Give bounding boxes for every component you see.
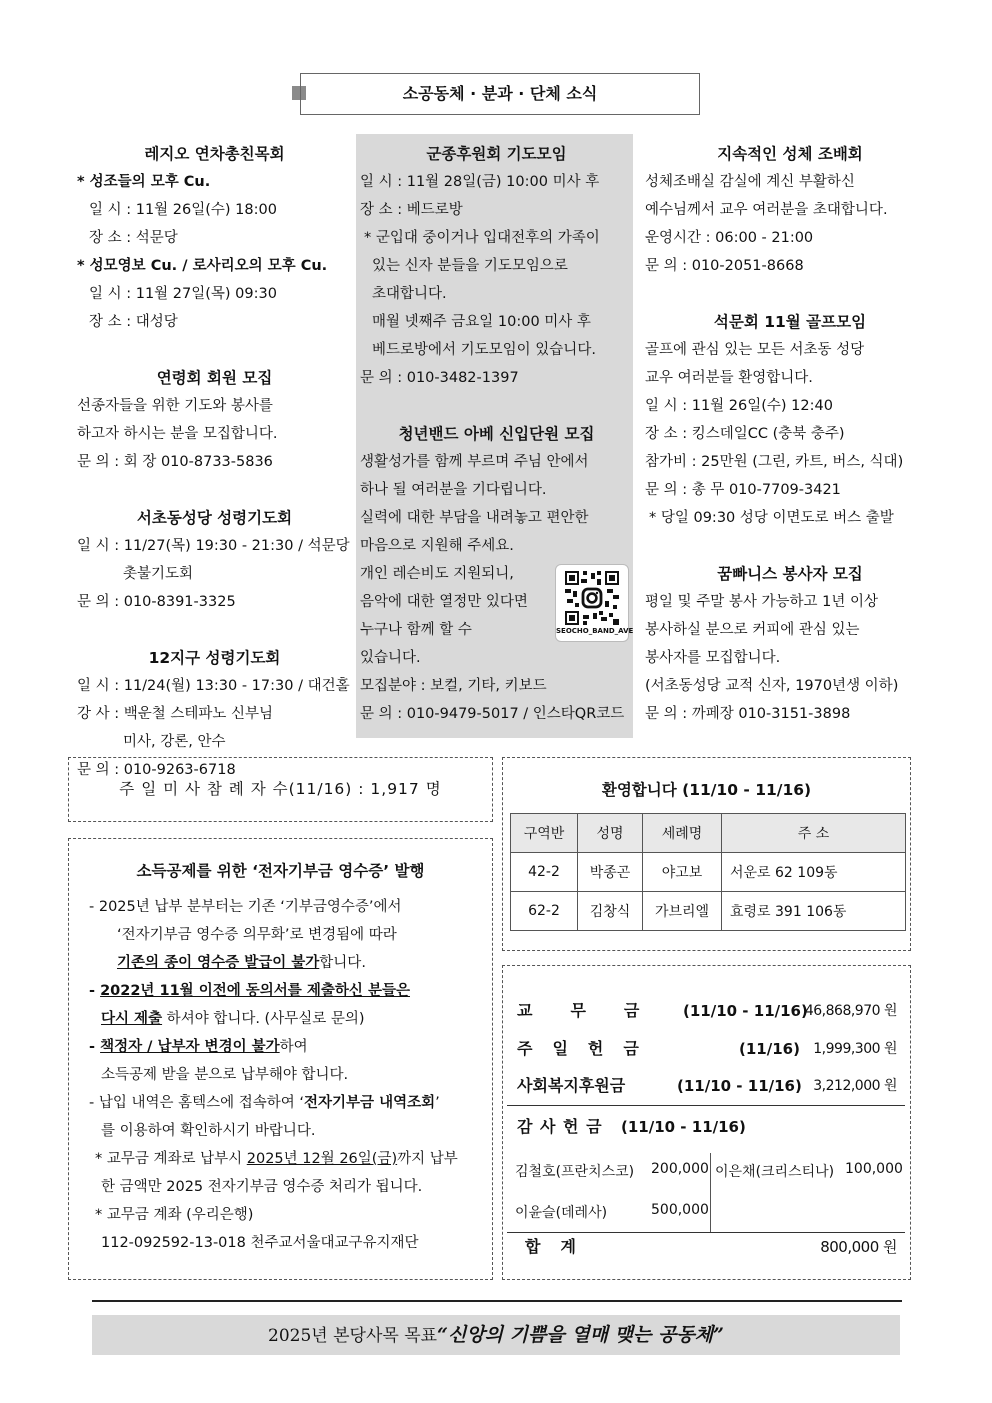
tax-f1: * 교무금 계좌 (우리은행) [95,1207,254,1223]
tax-receipt-notice [68,838,493,1280]
offering-row-sunday [517,1035,897,1063]
column-middle [356,134,633,738]
yeonryeong-l1: 선종자들을 위한 기도와 봉사를 [77,398,273,414]
table-cell: 효령로 391 106동 [722,892,906,931]
district12-title: 12지구 성령기도회 [148,649,281,667]
qr-code-icon [565,571,619,625]
table-cell: 야고보 [643,853,722,892]
offering-amount: 3,212,000 원 [813,1078,897,1094]
donor-name: 이은채(크리스티나) [715,1164,835,1180]
golf-contact: 문 의 : 총 무 010-7709-3421 [645,482,841,498]
table-cell: 42-2 [511,853,578,892]
donor-name: 김철호(프란치스코) [515,1164,635,1180]
footer-prefix: 2025년 본당사목 목표 [268,1326,438,1346]
band-l1: 생활성가를 함께 부르며 주님 안에서 [360,454,589,470]
band-l5: 개인 레슨비도 지원되니, [360,566,514,582]
military-title: 군종후원회 기도모임 [426,145,567,163]
table-row [511,853,906,892]
thanks-period: (11/10 - 11/16) [621,1118,746,1136]
military-n5: 베드로방에서 기도모임이 있습니다. [372,342,596,358]
header-cell: 구역반 [511,814,578,853]
total-amount: 800,000 원 [820,1238,897,1256]
cafe-title: 꿈빠니스 봉사자 모집 [717,565,863,583]
tax-c1-underlined: 책정자 / 납부자 변경이 불가 [100,1039,280,1055]
tax-e2: 한 금액만 2025 전자기부금 영수증 처리가 됩니다. [101,1179,423,1195]
tax-title: 소득공제를 위한 ‘전자기부금 영수증’ 발행 [136,862,425,880]
column-left [77,140,352,784]
cafe-l3: 봉사자를 모집합니다. [645,650,781,666]
divider [507,1105,905,1106]
cafe-l4: (서초동성당 교적 신자, 1970년생 이하) [645,678,899,694]
seoryeong-title: 서초동성당 성령기도회 [136,509,293,527]
legio-s1: * 성조들의 모후 Cu. [77,174,211,190]
offering-amount: 46,868,970 원 [804,1003,897,1019]
band-title: 청년밴드 아베 신입단원 모집 [398,425,595,443]
golf-title: 석문회 11월 골프모임 [713,313,867,331]
band-l8: 있습니다. [360,650,421,666]
adoration-hours: 운영시간 : 06:00 - 21:00 [645,230,814,246]
offering-box [502,965,911,1280]
band-l3: 실력에 대한 부담을 내려놓고 편안한 [360,510,589,526]
total-label: 합 계 [525,1237,578,1256]
tax-c1-rest: 하여 [279,1039,308,1055]
tax-a1: - 2025년 납부 분부터는 기존 ‘기부금영수증’에서 [89,899,402,915]
seoryeong-date2: 촛불기도회 [123,566,194,582]
adoration-l1: 성체조배실 감실에 계신 부활하신 [645,174,855,190]
qr-caption: SEOCHO_BAND_AVE [556,627,634,635]
yeonryeong-title: 연령회 회원 모집 [156,369,273,387]
yeonryeong-contact: 문 의 : 회 장 010-8733-5836 [77,454,273,470]
donor-amount: 100,000 [845,1161,903,1177]
tax-e1: * 교무금 계좌로 납부시 [95,1151,247,1167]
table-row [511,892,906,931]
military-place: 장 소 : 베드로방 [360,202,463,218]
tax-b1-underlined: 2022년 11월 이전에 동의서를 제출하신 분들은 [100,983,410,999]
military-n1: * 군입대 중이거나 입대전후의 가족이 [364,230,600,246]
military-n3: 초대합니다. [372,286,447,302]
table-cell: 서운로 62 109동 [722,853,906,892]
table-header-row [511,814,906,853]
newcomer-table [510,813,906,931]
footer-rule [92,1300,902,1302]
legio-s2-date: 일 시 : 11월 27일(목) 09:30 [89,286,277,302]
offering-amount: 1,999,300 원 [813,1041,897,1057]
golf-fee: 참가비 : 25만원 (그린, 카트, 버스, 식대) [645,454,904,470]
golf-date: 일 시 : 11월 26일(수) 12:40 [645,398,833,414]
cafe-l1: 평일 및 주말 봉사 가능하고 1년 이상 [645,594,878,610]
band-l4: 마음으로 지원해 주세요. [360,538,514,554]
column-right [645,140,935,728]
district12-speaker: 강 사 : 백운철 스테파노 신부님 [77,706,274,722]
table-cell: 김창식 [578,892,643,931]
seoryeong-contact: 문 의 : 010-8391-3325 [77,594,236,610]
offering-row-welfare [517,1072,897,1100]
tax-b2-underlined: 다시 제출 [101,1011,163,1027]
legio-s2: * 성모영보 Cu. / 로사리오의 모후 Cu. [77,258,328,274]
offering-period: (11/16) [739,1040,800,1058]
tax-e1-rest: 까지 납부 [397,1151,458,1167]
table-cell: 박종곤 [578,853,643,892]
welcome-title: 환영합니다 (11/10 - 11/16) [601,781,812,799]
district12-contact: 문 의 : 010-9263-6718 [77,762,236,778]
adoration-contact: 문 의 : 010-2051-8668 [645,258,804,274]
legio-s1-place: 장 소 : 석문당 [89,230,178,246]
legio-title: 레지오 연차총친목회 [144,145,285,163]
tax-a3-rest: 합니다. [319,955,366,971]
military-date: 일 시 : 11월 28일(금) 10:00 미사 후 [360,174,600,190]
offering-label: 주 일 헌 금 [517,1039,641,1058]
tax-d1: - 납입 내역은 홈텍스에 접속하여 ‘ [89,1095,304,1111]
adoration-title: 지속적인 성체 조배회 [717,145,863,163]
band-l6: 음악에 대한 열정만 있다면 [360,594,528,610]
band-fields: 모집분야 : 보컬, 기타, 키보드 [360,678,547,694]
header-cell: 주 소 [722,814,906,853]
attendance-box: 주 일 미 사 참 례 자 수(11/16) : 1,917 명 [68,757,493,822]
footer-banner [92,1315,900,1355]
golf-note: * 당일 09:30 성당 이면도로 버스 출발 [649,510,894,526]
offering-period: (11/10 - 11/16) [683,1002,808,1020]
tax-b2-rest: 하셔야 합니다. (사무실로 문의) [162,1011,365,1027]
donor-divider [710,1153,711,1232]
golf-place: 장 소 : 킹스데일CC (충북 충주) [645,426,845,442]
tax-c1: - [89,1039,101,1055]
tax-f2: 112-092592-13-018 천주교서울대교구유지재단 [101,1235,419,1251]
tax-d1-bold: 전자기부금 내역조회 [303,1095,436,1111]
golf-l2: 교우 여러분들 환영합니다. [645,370,813,386]
district12-speaker2: 미사, 강론, 안수 [123,734,226,750]
tax-c2: 소득공제 받을 분으로 납부해야 합니다. [101,1067,349,1083]
band-l2: 하나 될 여러분을 기다립니다. [360,482,547,498]
golf-l1: 골프에 관심 있는 모든 서초동 성당 [645,342,865,358]
footer-quote: “신앙의 기쁨을 열매 맺는 공동체” [437,1324,724,1346]
tax-a2: ‘전자기부금 영수증 의무화’로 변경됨에 따라 [117,927,397,943]
military-contact: 문 의 : 010-3482-1397 [360,370,519,386]
welcome-box [502,757,911,951]
table-cell: 가브리엘 [643,892,722,931]
page-title: 소공동체 · 분과 · 단체 소식 [300,73,700,115]
yeonryeong-l2: 하고자 하시는 분을 모집합니다. [77,426,278,442]
thanks-offering-header [517,1113,897,1141]
thanks-total-row [517,1233,897,1261]
offering-label: 교 무 금 [517,1001,642,1020]
band-l7: 누구나 함께 할 수 [360,622,472,638]
table-cell: 62-2 [511,892,578,931]
offering-label: 사회복지후원금 [517,1076,626,1095]
instagram-qr-code[interactable] [555,564,634,642]
tax-d2: 를 이용하여 확인하시기 바랍니다. [101,1123,316,1139]
military-n2: 있는 신자 분들을 기도모임으로 [372,258,568,274]
cafe-contact: 문 의 : 까페장 010-3151-3898 [645,706,851,722]
cafe-l2: 봉사하실 분으로 커피에 관심 있는 [645,622,860,638]
legio-s1-date: 일 시 : 11월 26일(수) 18:00 [89,202,277,218]
tax-a3-underlined: 기존의 종이 영수증 발급이 불가 [117,955,320,971]
legio-s2-place: 장 소 : 대성당 [89,314,178,330]
header-cell: 성명 [578,814,643,853]
header-cell: 세례명 [643,814,722,853]
tax-d1-rest: ’ [435,1095,440,1111]
offering-period: (11/10 - 11/16) [677,1077,802,1095]
donor-name: 이윤슬(데레사) [515,1205,608,1221]
tax-b1: - [89,983,101,999]
band-contact: 문 의 : 010-9479-5017 / 인스타QR코드 [360,706,625,722]
donor-amount: 500,000 [651,1202,709,1218]
thanks-label: 감 사 헌 금 [517,1117,603,1136]
donor-amount: 200,000 [651,1161,709,1177]
seoryeong-date: 일 시 : 11/27(목) 19:30 - 21:30 / 석문당 [77,538,350,554]
adoration-l2: 예수님께서 교우 여러분을 초대합니다. [645,202,888,218]
district12-date: 일 시 : 11/24(월) 13:30 - 17:30 / 대건홀 [77,678,350,694]
military-n4: 매월 넷째주 금요일 10:00 미사 후 [372,314,591,330]
tax-e1-underlined: 2025년 12월 26일(금) [246,1151,398,1167]
offering-row-gyomu [517,997,897,1025]
